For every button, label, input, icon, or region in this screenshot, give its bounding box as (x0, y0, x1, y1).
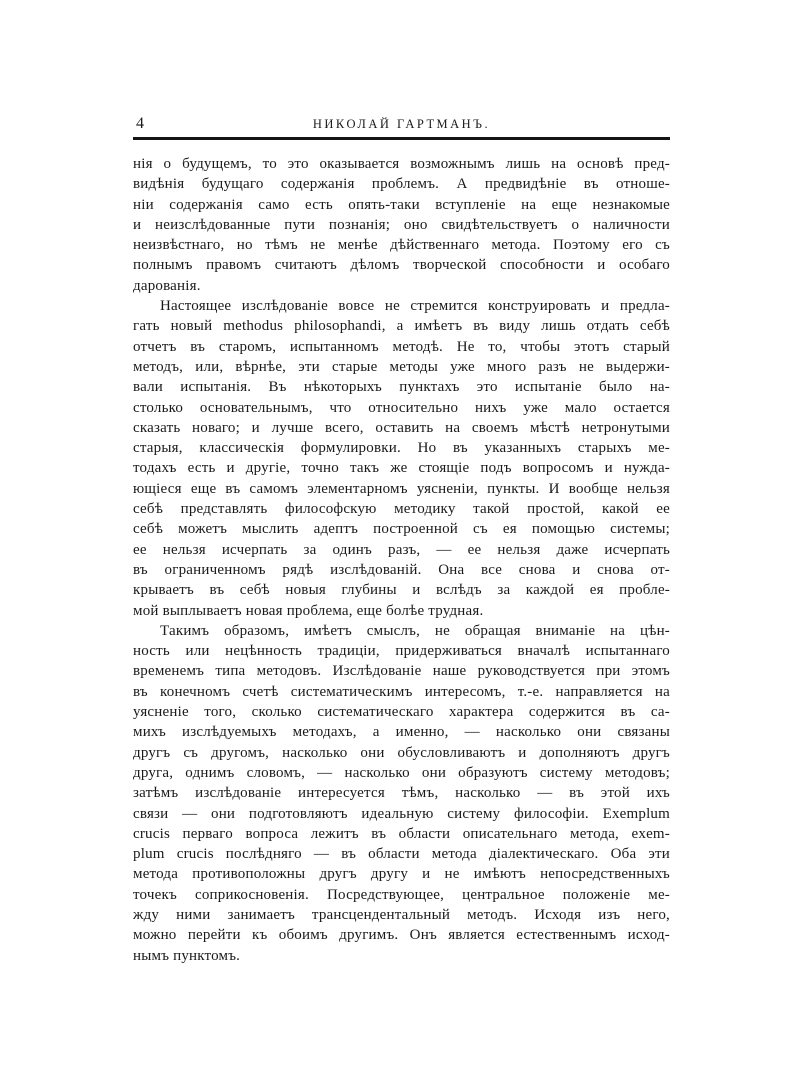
text-line: видѣнія будущаго содержанія проблемъ. А предвидѣніе въ отноше- (133, 176, 670, 193)
text-line: дарованія. (133, 277, 201, 294)
page-content (133, 110, 670, 966)
text-line: ее нельзя исчерпать за одинъ разъ, — ее нельзя даже исчерпать (133, 541, 670, 558)
text-line: полнымъ правомъ считаютъ дѣломъ творческой способности и особаго (133, 257, 670, 274)
text-line: ющіеся еще въ самомъ элементарномъ уясненіи, пункты. И вообще нельзя (133, 480, 670, 497)
text-line: нымъ пунктомъ. (133, 947, 241, 964)
paragraph (133, 154, 670, 296)
text-line: мой выплываетъ новая проблема, еще болѣе трудная. (133, 602, 484, 619)
text-line: временемъ типа методовъ. Изслѣдованіе наше руководствуется при этомъ (133, 663, 670, 680)
page-number: 4 (136, 115, 145, 132)
text-line: связи — они подготовляютъ идеальную систему философіи. Exemplum (133, 805, 670, 822)
text-line: старыя, классическія формулировки. Но въ указанныхъ старыхъ ме- (133, 440, 670, 457)
text-line: друга, однимъ словомъ, — насколько они образуютъ систему методовъ; (133, 764, 670, 781)
text-line: жду ними занимаетъ трансцендентальный методъ. Исходя изъ него, (133, 906, 670, 923)
text-line: plum crucis послѣдняго — въ области метода діалектическаго. Оба эти (133, 846, 670, 863)
running-head (133, 110, 670, 140)
text-line: себѣ представлять философскую методику такой простой, какой ее (133, 501, 670, 518)
text-line: въ конечномъ счетѣ систематическимъ интересомъ, т.-е. направляется на (133, 683, 670, 700)
text-line: отчетъ въ старомъ, испытанномъ методѣ. Не то, чтобы этотъ старый (133, 338, 670, 355)
text-line: затѣмъ изслѣдованіе интересуется тѣмъ, насколько — въ этой ихъ (133, 785, 670, 802)
text-line: можно перейти къ обоимъ другимъ. Онъ является естественнымъ исход- (133, 927, 670, 944)
text-line: себѣ можетъ мыслить адептъ построенной съ ея помощью системы; (133, 521, 670, 538)
text-body (133, 154, 670, 966)
text-line: уясненіе того, сколько систематическаго характера содержится въ са- (133, 704, 670, 721)
text-line: Настоящее изслѣдованіе вовсе не стремится конструировать и предла- (160, 298, 670, 315)
text-line: другъ съ другомъ, насколько они обусловливаютъ и дополняютъ другъ (133, 744, 670, 761)
text-line: сказать новаго; и лучше всего, оставить на своемъ мѣстѣ нетронутыми (133, 419, 670, 436)
text-line: crucis перваго вопроса лежитъ въ области описательнаго метода, exem- (133, 825, 670, 842)
text-line: михъ изслѣдуемыхъ методахъ, а именно, — насколько они связаны (133, 724, 670, 741)
text-line: вали испытанія. Въ нѣкоторыхъ пунктахъ это испытаніе было на- (133, 379, 670, 396)
text-line: столько основательнымъ, что относительно нихъ уже мало остается (133, 399, 670, 416)
paragraph (133, 296, 670, 621)
text-line: ность или нецѣнность традиціи, придерживаться вначалѣ испытаннаго (133, 643, 670, 660)
text-line: въ ограниченномъ рядѣ изслѣдованій. Она все снова и снова от- (133, 561, 670, 578)
running-title: НИКОЛАЙ ГАРТМАНЪ. (312, 117, 491, 131)
text-line: точекъ соприкосновенія. Посредствующее, центральное положеніе ме- (133, 886, 670, 903)
text-line: Такимъ образомъ, имѣетъ смыслъ, не обращая вниманіе на цѣн- (160, 622, 670, 639)
paragraph (133, 621, 670, 966)
text-line: методъ, или, вѣрнѣе, эти старые методы уже много разъ не выдержи- (133, 358, 670, 375)
text-line: гать новый methodus philosophandi, а имѣетъ въ виду лишь отдать себѣ (133, 318, 670, 335)
text-line: нія о будущемъ, то это оказывается возможнымъ лишь на основѣ пред- (133, 156, 670, 172)
text-line: неизвѣстнаго, но тѣмъ не менѣе дѣйственнаго метода. Поэтому его съ (133, 237, 670, 254)
text-line: тодахъ есть и другіе, точно такъ же стоящіе подъ вопросомъ и нужда- (133, 460, 670, 477)
text-line: ніи содержанія само есть опять-таки вступленіе на еще незнакомые (133, 196, 670, 213)
text-line: и неизслѣдованные пути познанія; оно свидѣтельствуетъ о наличности (133, 216, 670, 233)
text-line: метода противоположны другъ другу и не имѣютъ непосредственныхъ (133, 866, 670, 883)
text-line: крываетъ въ себѣ новыя глубины и вслѣдъ за каждой ея пробле- (133, 582, 670, 599)
